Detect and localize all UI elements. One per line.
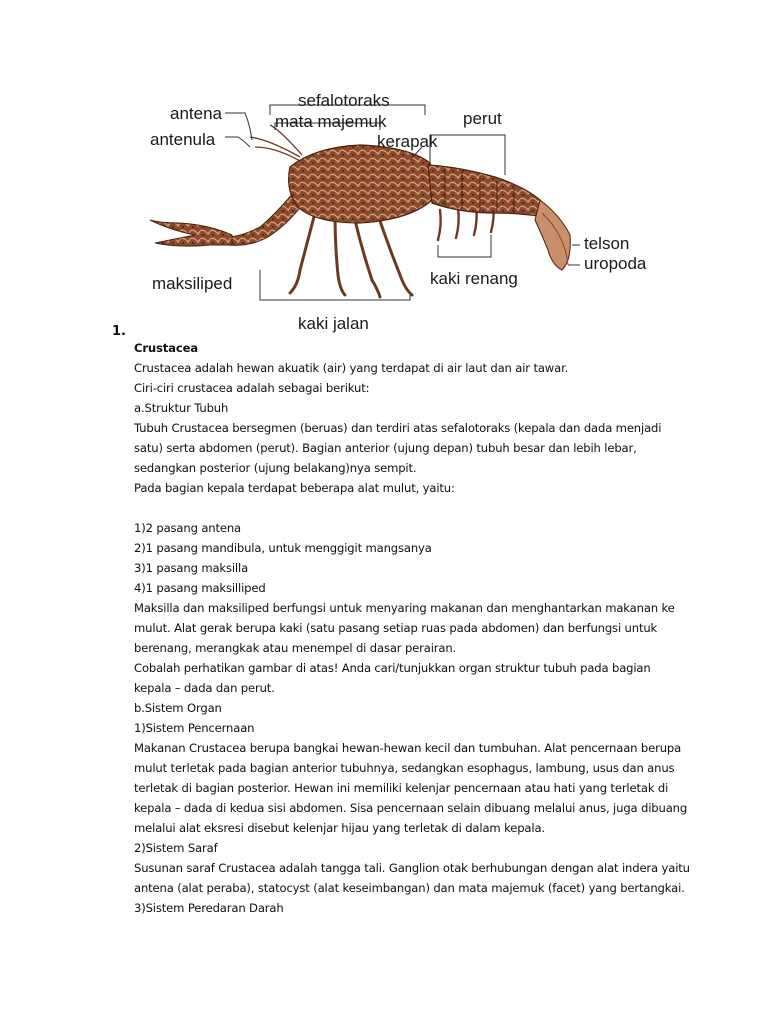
crustacea-diagram xyxy=(140,85,660,340)
label-kaki-renang: kaki renang xyxy=(430,269,518,288)
label-kaki-jalan: kaki jalan xyxy=(298,314,369,333)
paragraph-line: Tubuh Crustacea bersegmen (beruas) dan terdiri atas sefalotoraks (kepala dan dada menjadi xyxy=(134,421,662,435)
list-item: 4)1 pasang maksilliped xyxy=(134,581,266,595)
subheading-sistem-pencernaan: 1)Sistem Pencernaan xyxy=(134,721,255,735)
label-perut: perut xyxy=(463,109,502,128)
list-item: 2)1 pasang mandibula, untuk menggigit mangsanya xyxy=(134,541,432,555)
subheading-sistem-organ: b.Sistem Organ xyxy=(134,701,222,715)
list-item: 3)1 pasang maksilla xyxy=(134,561,249,575)
label-antena: antena xyxy=(170,104,222,123)
label-uropoda: uropoda xyxy=(584,254,647,273)
label-telson: telson xyxy=(584,234,630,253)
tail-fan xyxy=(535,200,570,270)
abdomen xyxy=(428,165,547,217)
paragraph-line: melalui alat eksresi disebut kelenjar hijau yang terletak di dalam kepala. xyxy=(134,821,545,835)
label-mata-majemuk: mata majemuk xyxy=(275,112,387,131)
blank-line xyxy=(134,498,694,518)
claw xyxy=(150,185,308,246)
paragraph-line: Maksilla dan maksiliped berfungsi untuk menyaring makanan dan menghantarkan makanan ke xyxy=(134,601,675,615)
paragraph-line: mulut terletak pada bagian anterior tubuhnya, sedangkan esophagus, lambung, usus dan anus xyxy=(134,761,675,775)
list-item: 1)2 pasang antena xyxy=(134,521,241,535)
paragraph-line: kepala – dada dan perut. xyxy=(134,681,275,695)
subheading-struktur-tubuh: a.Struktur Tubuh xyxy=(134,401,229,415)
paragraph-line: Makanan Crustacea berupa bangkai hewan-hewan kecil dan tumbuhan. Alat pencernaan berupa xyxy=(134,741,682,755)
label-antenula: antenula xyxy=(150,130,216,149)
paragraph-line: Cobalah perhatikan gambar di atas! Anda cari/tunjukkan organ struktur tubuh pada bagian xyxy=(134,661,651,675)
paragraph-line: Pada bagian kepala terdapat beberapa alat mulut, yaitu: xyxy=(134,481,455,495)
paragraph-line: mulut. Alat gerak berupa kaki (satu pasang setiap ruas pada abdomen) dan berfungsi untuk xyxy=(134,621,658,635)
paragraph-line: antena (alat peraba), statocyst (alat keseimbangan) dan mata majemuk (facet) yang bertangkai. xyxy=(134,881,685,895)
document-body xyxy=(134,338,694,918)
crayfish-illustration xyxy=(140,85,660,340)
paragraph-line: Susunan saraf Crustacea adalah tangga tali. Ganglion otak berhubungan dengan alat indera yaitu xyxy=(134,861,690,875)
paragraph-line: Crustacea adalah hewan akuatik (air) yang terdapat di air laut dan air tawar. xyxy=(134,361,569,375)
paragraph-line: satu) serta abdomen (perut). Bagian anterior (ujung depan) tubuh besar dan lebih lebar, xyxy=(134,441,637,455)
subheading-sistem-peredaran-darah: 3)Sistem Peredaran Darah xyxy=(134,901,284,915)
section-heading: Crustacea xyxy=(134,341,198,355)
walking-legs xyxy=(290,213,412,297)
label-maksiliped: maksiliped xyxy=(152,274,233,293)
label-sefalotoraks: sefalotoraks xyxy=(298,91,390,110)
label-kerapak: kerapak xyxy=(377,132,438,151)
paragraph-line: Ciri-ciri crustacea adalah sebagai berikut: xyxy=(134,381,370,395)
section-number: 1. xyxy=(112,324,126,339)
paragraph-line: berenang, merangkak atau menempel di dasar perairan. xyxy=(134,641,457,655)
paragraph-line: sedangkan posterior (ujung belakang)nya sempit. xyxy=(134,461,417,475)
subheading-sistem-saraf: 2)Sistem Saraf xyxy=(134,841,218,855)
paragraph-line: terletak di bagian posterior. Hewan ini memiliki kelenjar pencernaan atau hati yang terletak di xyxy=(134,781,669,795)
paragraph-line: kepala – dada di kedua sisi abdomen. Sisa pencernaan selain dibuang melalui anus, juga dibuang xyxy=(134,801,688,815)
